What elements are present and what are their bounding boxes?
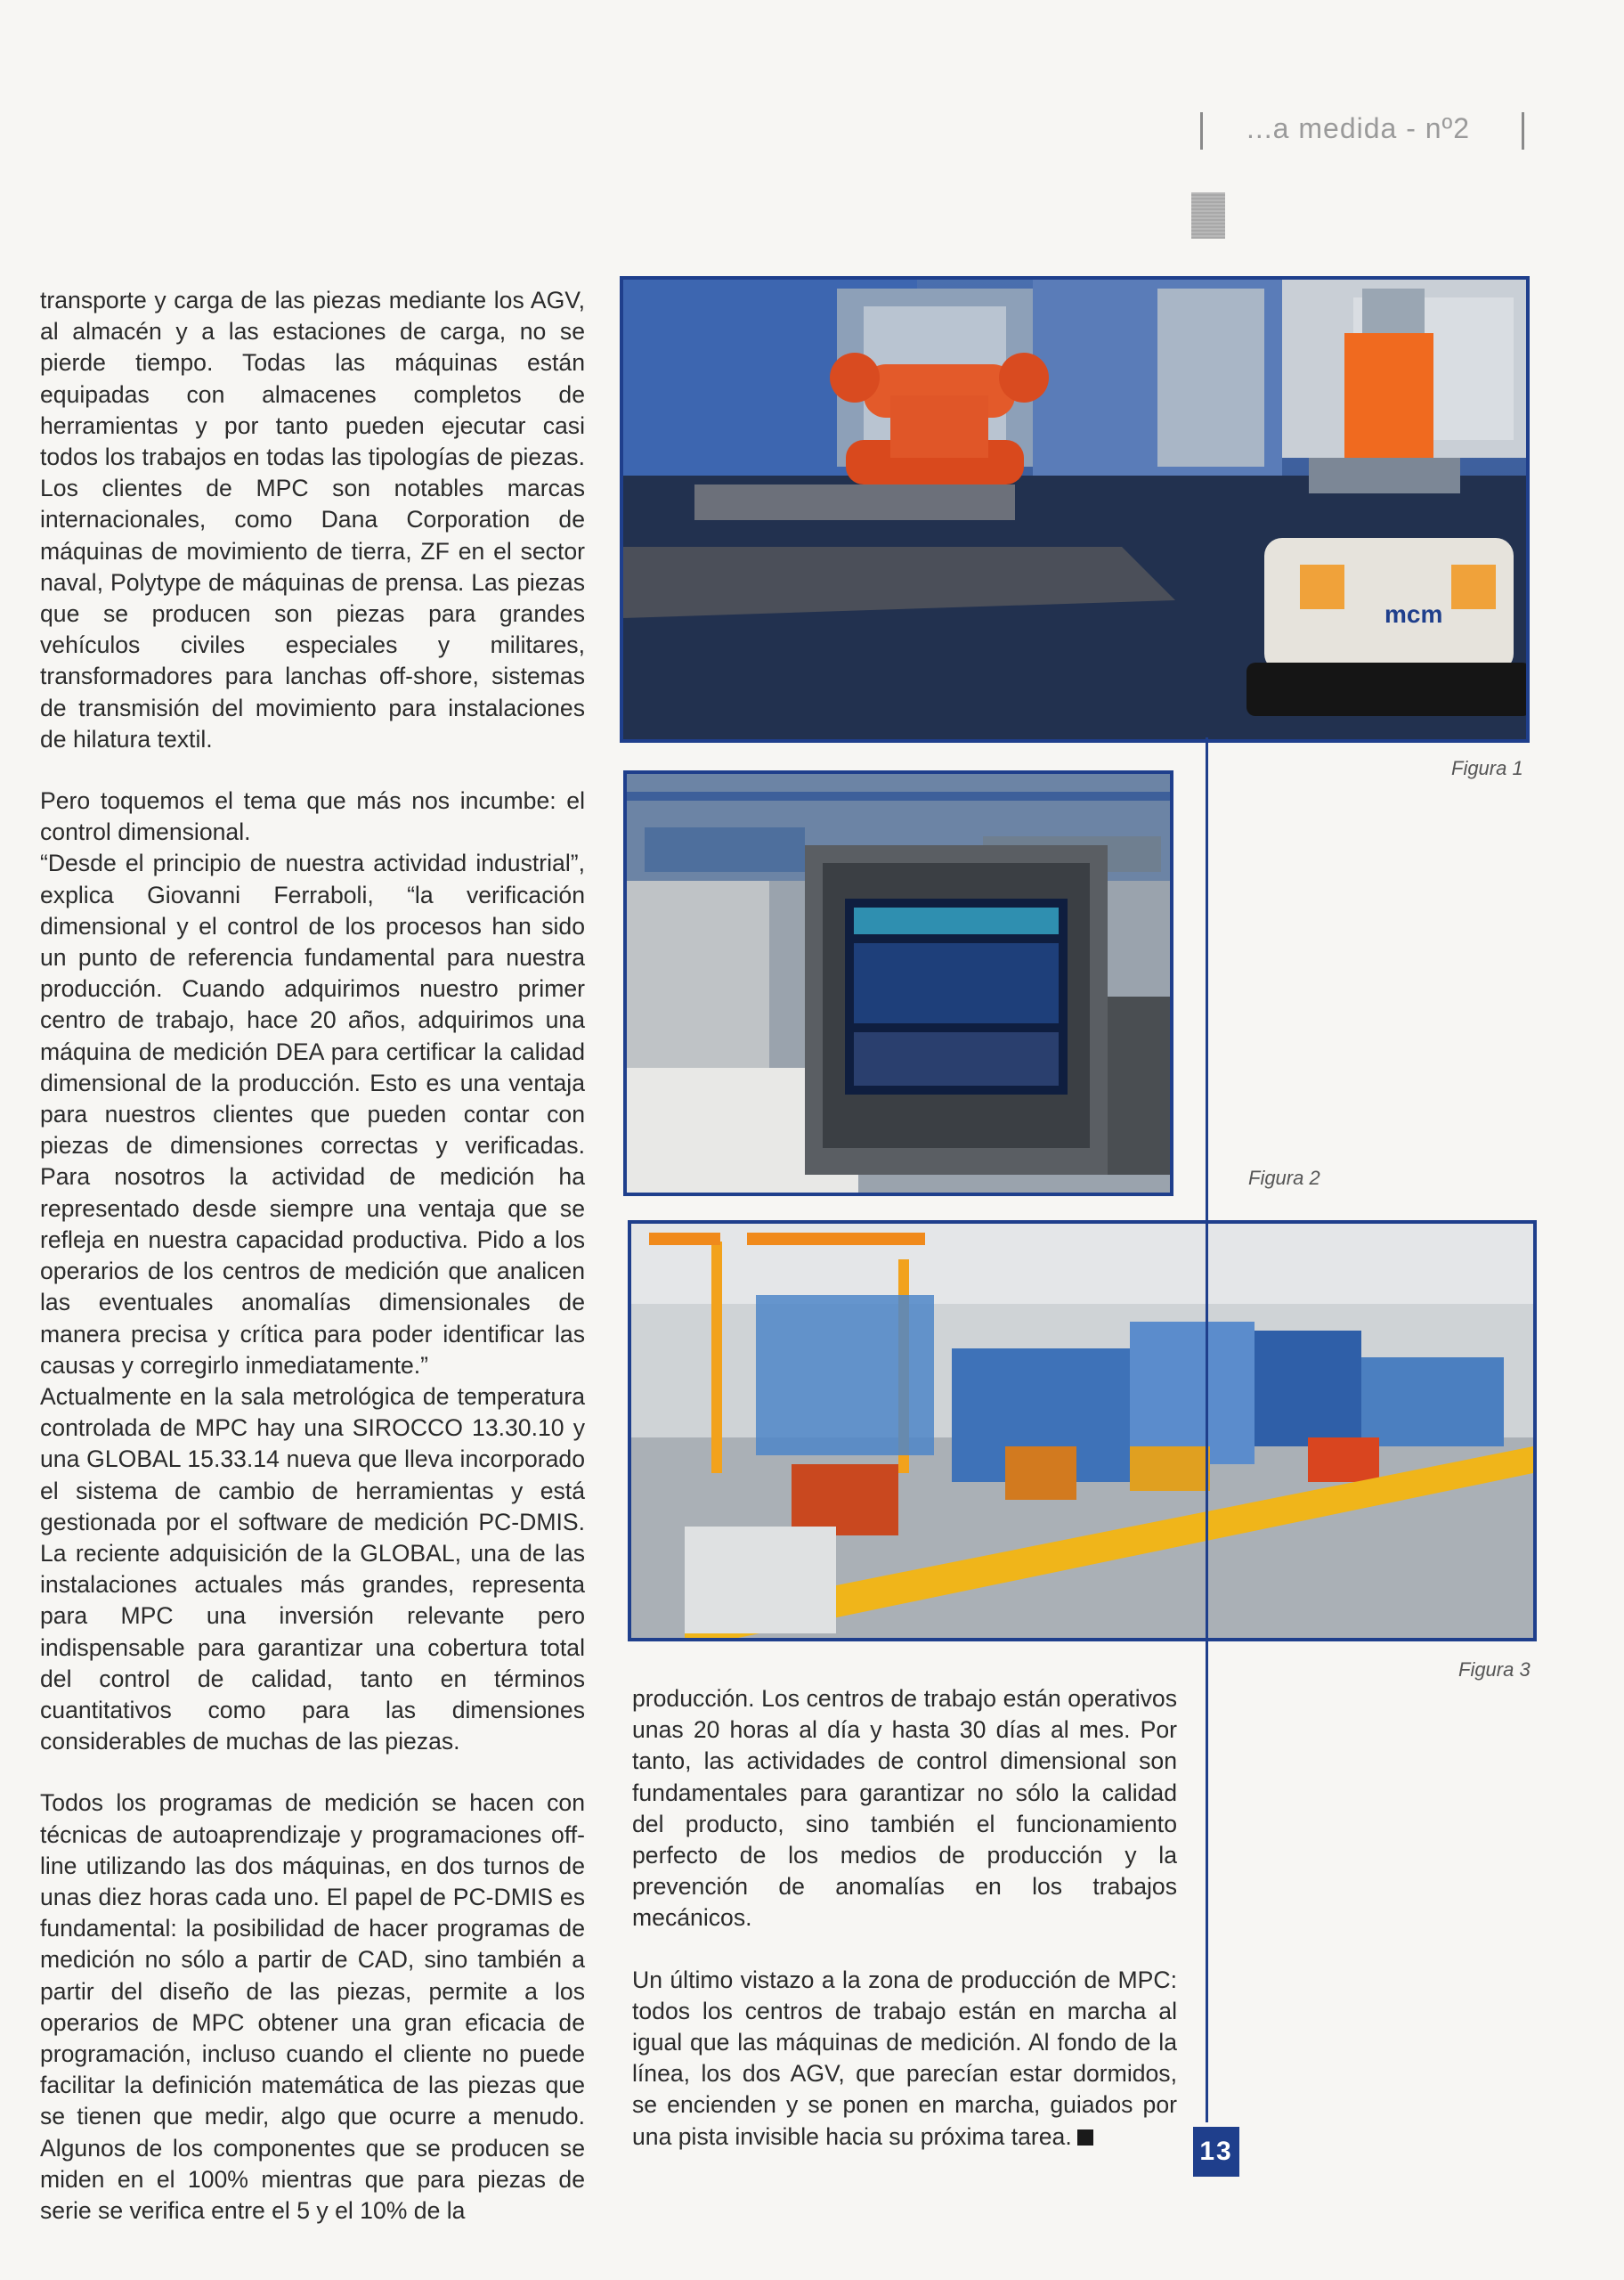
end-of-article-mark bbox=[1077, 2129, 1093, 2146]
paragraph: Un último vistazo a la zona de producción de MPC: todos los centros de trabajo están en marcha al igual que las máquinas de medición. Al fondo de la línea, los dos AGV, que parecían estar dormidos, se encienden y se ponen en marcha, guiados por una pista invisible hacia su próxima tarea. bbox=[632, 1966, 1177, 2150]
figure-2-caption: Figura 2 bbox=[1248, 1167, 1320, 1189]
machining-center-agv-image bbox=[623, 280, 1526, 739]
paragraph: “Desde el principio de nuestra actividad industrial”, explica Giovanni Ferraboli, “la verificación dimensional y el control de los procesos han sido un punto de referencia fundamental para nuestra producción. Cuando adquirimos nuestro primer centro de trabajo, hace 20 años, adquirimos una máquina de medición DEA para certificar la calidad dimensional de la producción. Esto es una ventaja para nuestros clientes que pueden contar con piezas de dimensiones correctas y verificadas. Para nosotros la actividad de medición ha representado desde siempre una ventaja que se refleja en nuestra capacidad productiva. Pido a los operarios de los centros de medición que analicen las eventuales anomalías dimensionales de manera precisa y crítica para poder identificar las causas y corregirlo inmediatamente.” bbox=[40, 850, 585, 1379]
figure-1-caption: Figura 1 bbox=[1451, 757, 1523, 779]
magazine-title: ...a medida - nº2 bbox=[1246, 112, 1471, 144]
column-divider-line bbox=[1206, 737, 1208, 2122]
production-line-image bbox=[631, 1224, 1533, 1638]
page-number: 13 bbox=[1193, 2127, 1239, 2177]
paragraph: producción. Los centros de trabajo están operativos unas 20 horas al día y hasta 30 días al mes. Por tanto, las actividades de control dimensional son fundamentales para garantizar no sólo la calidad del producto, sino también el funcionamiento perfecto de los medios de producción y la prevención de anomalías en los trabajos mecánicos. bbox=[632, 1685, 1177, 1932]
text-column-right bbox=[632, 1683, 1177, 2153]
figure-3-photo bbox=[628, 1220, 1537, 1641]
decorative-square bbox=[1191, 192, 1225, 239]
header-divider-left bbox=[1200, 112, 1203, 150]
figure-3-caption: Figura 3 bbox=[1458, 1658, 1531, 1681]
measurement-monitor-image bbox=[627, 774, 1170, 1193]
paragraph: Actualmente en la sala metrológica de temperatura controlada de MPC hay una SIROCCO 13.30.10 y una GLOBAL 15.33.14 nueva que lleva incorporado el sistema de cambio de herramientas y está gestionada por el software de medición PC-DMIS. La reciente adquisición de la GLOBAL, una de las instalaciones actuales más grandes, representa para MPC una inversión relevante pero indispensable para garantizar una cobertura total del control de calidad, tanto en términos cuantitativos como para las dimensiones considerables de muchas de las piezas. bbox=[40, 1382, 585, 1755]
paragraph: transporte y carga de las piezas mediante los AGV, al almacén y a las estaciones de carga, no se pierde tiempo. Todas las máquinas están equipadas con almacenes completos de herramientas y por tanto pueden ejecutar casi todos los trabajos en todas las tipologías de piezas. Los clientes de MPC son notables marcas internacionales, como Dana Corporation de máquinas de movimiento de tierra, ZF en el sector naval, Polytype de máquinas de prensa. Las piezas que se producen son piezas para grandes vehículos civiles especiales y militares, transformadores para lanchas off-shore, sistemas de transmisión del movimiento para instalaciones de hilatura textil. bbox=[40, 287, 585, 753]
paragraph: Pero toquemos el tema que más nos incumbe: el control dimensional. bbox=[40, 787, 585, 846]
running-header bbox=[1193, 109, 1531, 153]
figure-2-photo bbox=[623, 770, 1173, 1196]
text-column-left bbox=[40, 285, 585, 2227]
agv-logo: mcm bbox=[1384, 600, 1443, 628]
paragraph: Todos los programas de medición se hacen con técnicas de autoaprendizaje y programaciones off-line utilizando las dos máquinas, en dos turnos de unas diez horas cada uno. El papel de PC-DMIS es fundamental: la posibilidad de hacer programas de medición no sólo a partir de CAD, sino también a partir del diseño de las piezas, permite a los operarios de MPC obtener una gran eficacia de programación, incluso cuando el cliente no puede facilitar la definición matemática de las piezas que se tienen que medir, algo que ocurre a menudo. Algunos de los componentes que se producen se miden en el 100% mientras que para piezas de serie se verifica entre el 5 y el 10% de la bbox=[40, 1789, 585, 2224]
header-divider-right bbox=[1522, 112, 1524, 150]
figure-1-photo bbox=[620, 276, 1530, 743]
